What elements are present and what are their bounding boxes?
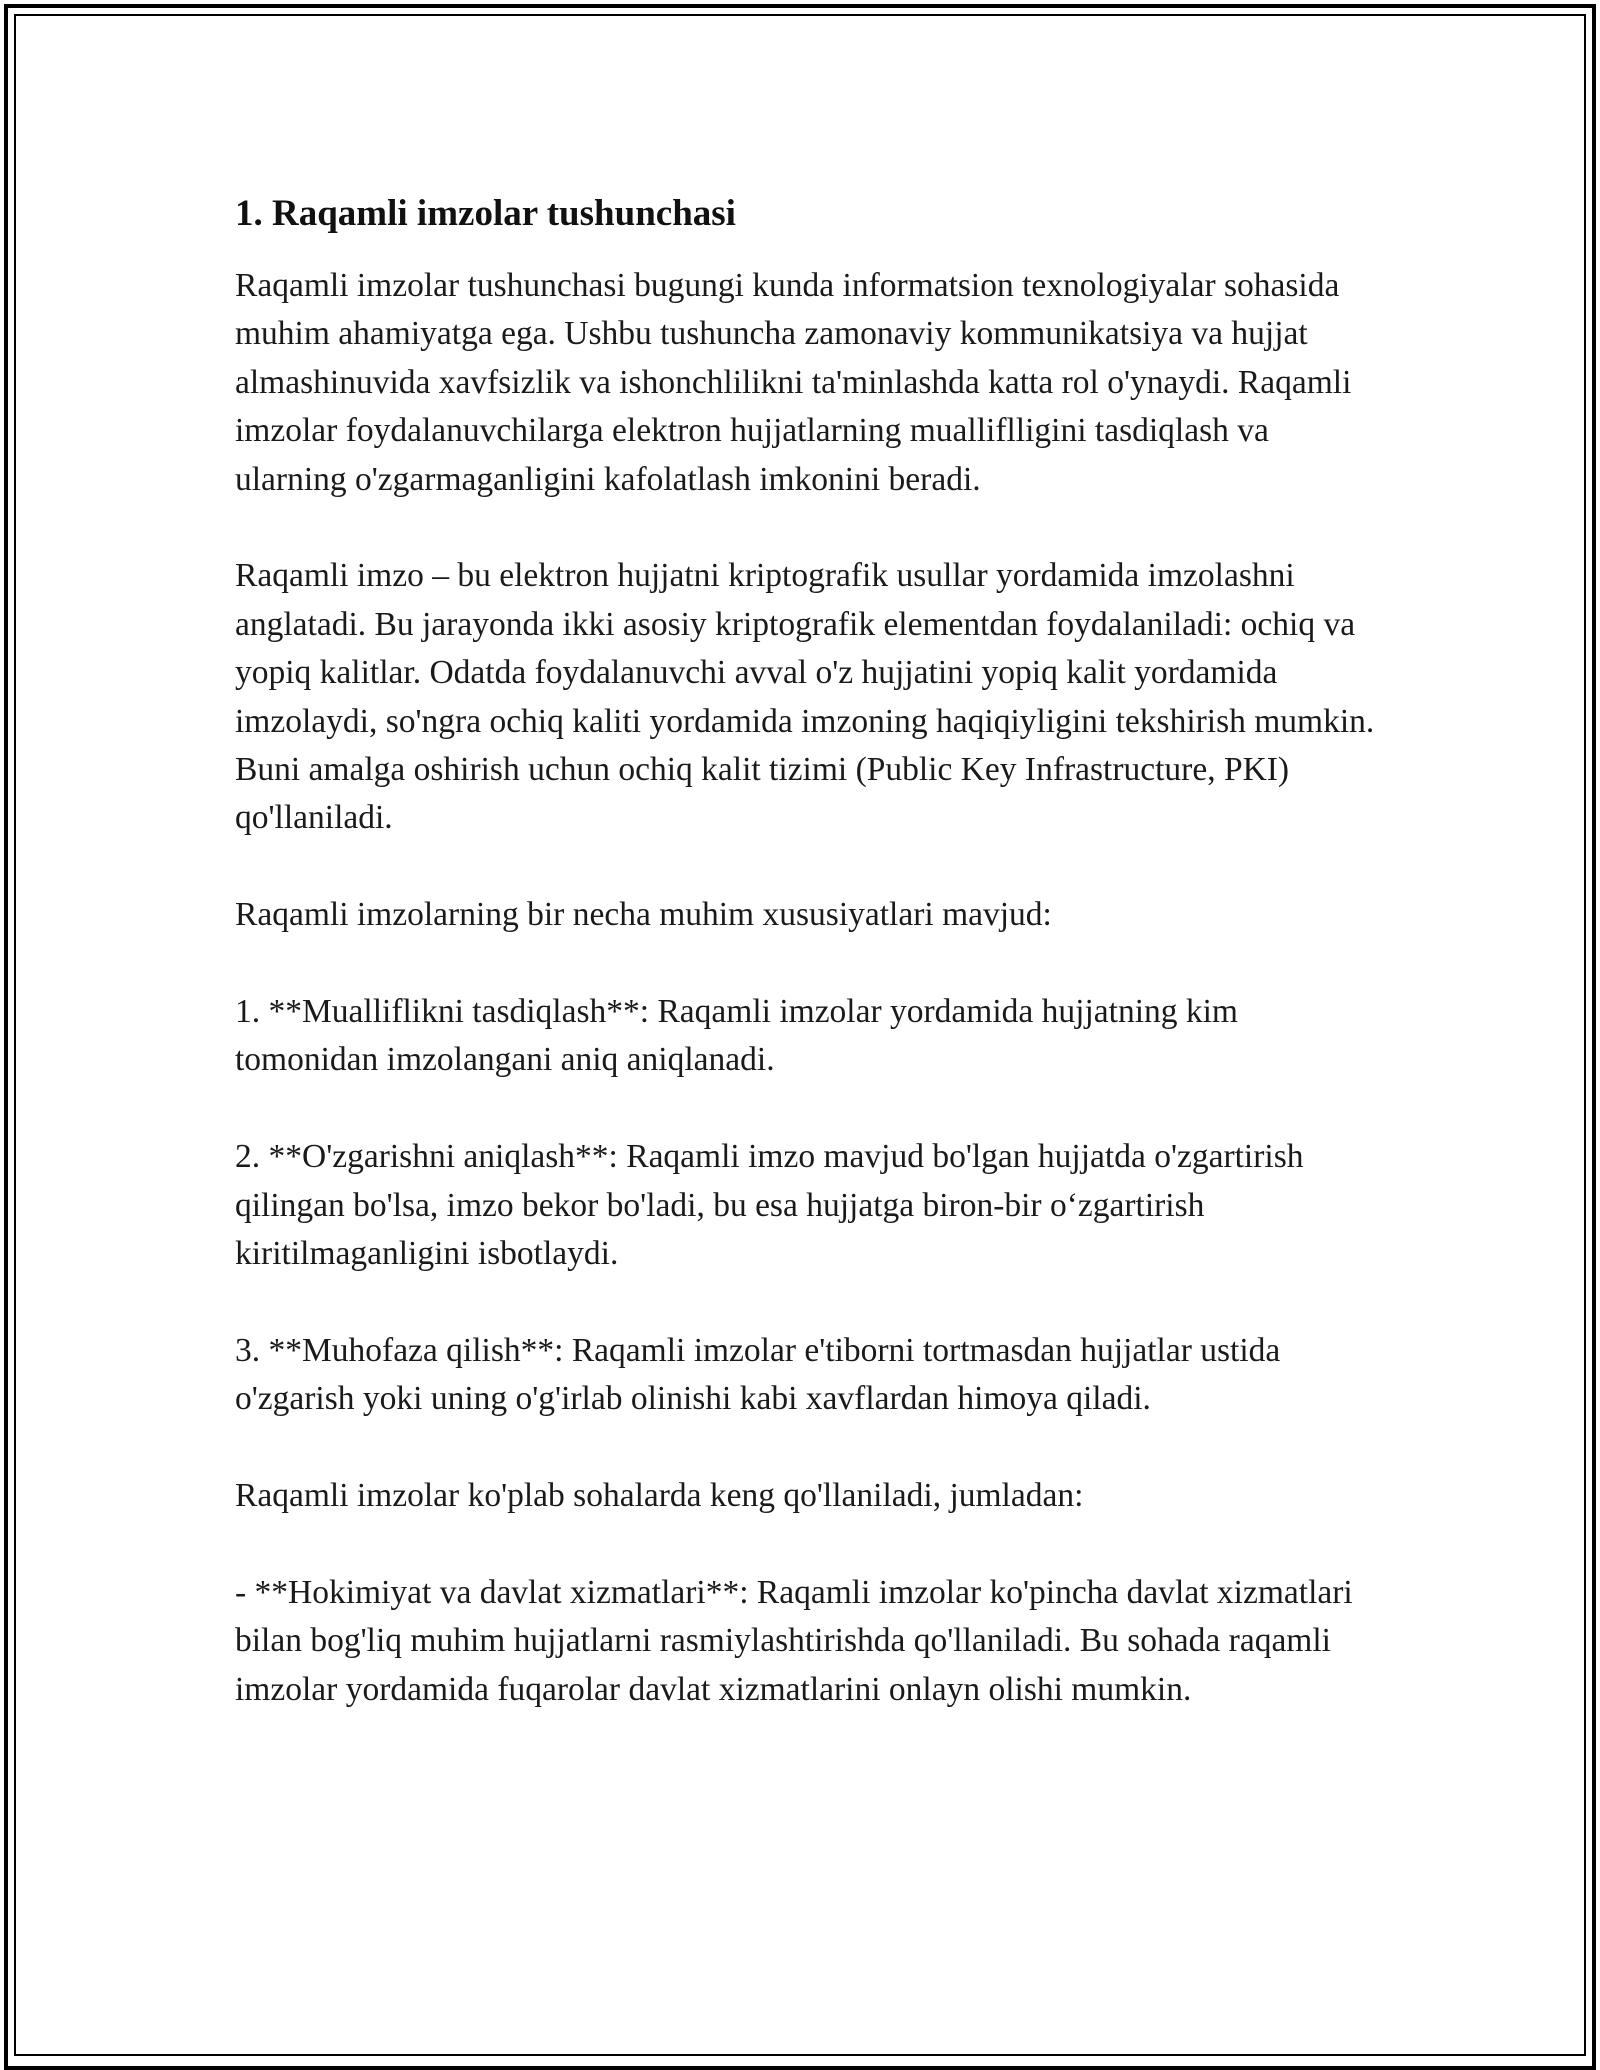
list-item-change-detection: 2. **O'zgarishni aniqlash**: Raqamli imzo mavjud bo'lgan hujjatda o'zgartirish qilingan bo'lsa, imzo bekor bo'ladi, bu esa hujjatga biron-bir o‘zgartirish kiritilmaganligini isbotlaydi.	[235, 1138, 1304, 1273]
document-body	[235, 190, 1375, 1714]
paragraph-applications-intro: Raqamli imzolar ko'plab sohalarda keng qo'llaniladi, jumladan:	[235, 1477, 1084, 1515]
list-item-protection: 3. **Muhofaza qilish**: Raqamli imzolar e'tiborni tortmasdan hujjatlar ustida o'zgarish yoki uning o'g'irlab olinishi kabi xavflardan himoya qiladi.	[235, 1331, 1281, 1418]
paragraph-features-intro: Raqamli imzolarning bir necha muhim xususiyatlari mavjud:	[235, 896, 1052, 934]
list-item-government-services: - **Hokimiyat va davlat xizmatlari**: Raqamli imzolar ko'pincha davlat xizmatlari bilan bog'liq muhim hujjatlarni rasmiylashtirishda qo'llaniladi. Bu sohada raqamli imzolar yordamida fuqarolar davlat xizmatlarini onlayn olishi mumkin.	[235, 1573, 1353, 1708]
paragraph-intro: Raqamli imzolar tushunchasi bugungi kunda informatsion texnologiyalar sohasida muhim ahamiyatga ega. Ushbu tushuncha zamonaviy kommunikatsiya va hujjat almashinuvida xavfsizlik va ishonchlilikni ta'minlashda katta rol o'ynaydi. Raqamli imzolar foydalanuvchilarga elektron hujjatlarning mualliflligini tasdiqlash va ularning o'zgarmaganligini kafolatlash imkonini beradi.	[235, 267, 1352, 498]
section-heading: 1. Raqamli imzolar tushunchasi	[235, 193, 736, 234]
list-item-authorship: 1. **Mualliflikni tasdiqlash**: Raqamli imzolar yordamida hujjatning kim tomonidan imzolangani aniq aniqlanadi.	[235, 993, 1238, 1079]
paragraph-definition: Raqamli imzo – bu elektron hujjatni kriptografik usullar yordamida imzolashni anglatadi. Bu jarayonda ikki asosiy kriptografik elementdan foydalaniladi: ochiq va yopiq kalitlar. Odatda foydalanuvchi avval o'z hujjatini yopiq kalit yordamida imzolaydi, so'ngra ochiq kaliti yordamida imzoning haqiqiyligini tekshirish mumkin. Buni amalga oshirish uchun ochiq kalit tizimi (Public Key Infrastructure, PKI) qo'llaniladi.	[235, 557, 1375, 837]
